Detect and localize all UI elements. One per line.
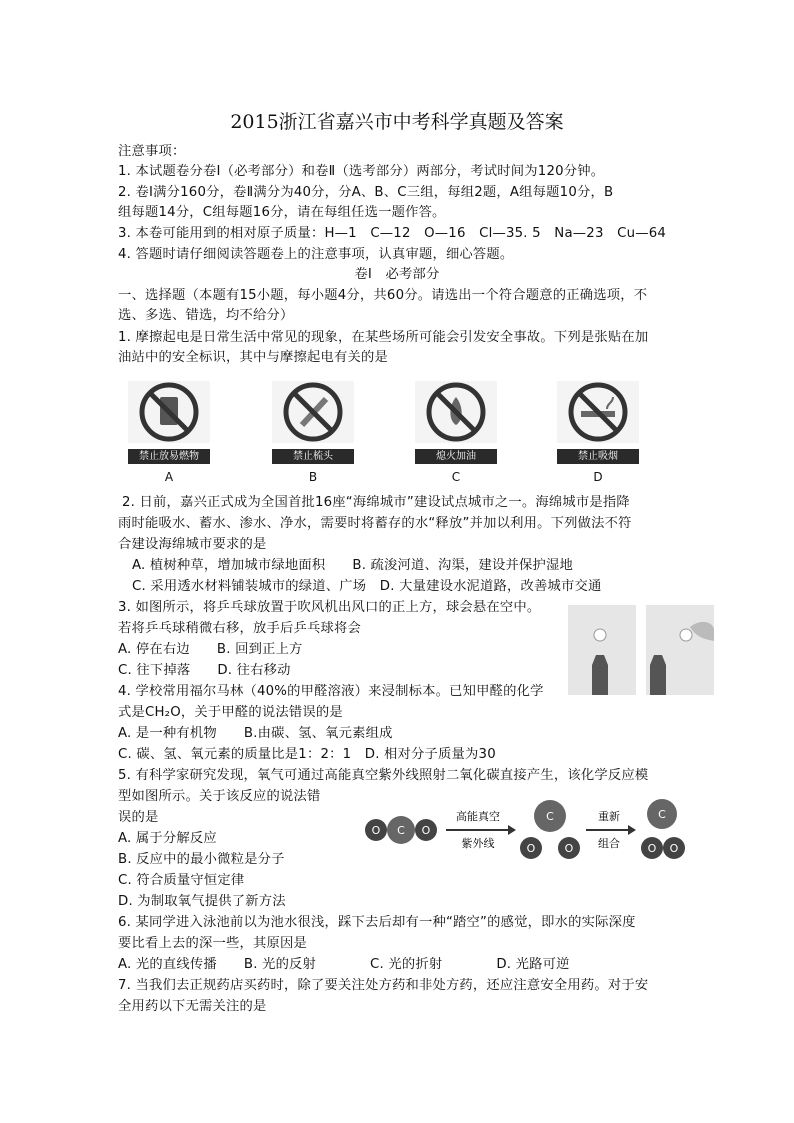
- option-letter: A: [164, 470, 174, 484]
- atom-label: O: [669, 842, 679, 855]
- question-4: 式是CH₂O，关于甲醛的说法错误的是: [118, 705, 343, 720]
- note-line: 2. 卷Ⅰ满分160分，卷Ⅱ满分为40分，分A、B、C三组，每组2题，A组每题10分，B: [118, 185, 614, 200]
- question-7: 7. 当我们去正规药店买药时，除了要关注处方药和非处方药，还应注意安全用药。对于安: [118, 978, 649, 993]
- option-line: A. 停在右边 B. 回到正上方: [118, 642, 303, 657]
- arrow-uv: [446, 809, 516, 850]
- option-letter: C: [451, 470, 461, 484]
- note-line: 组每题14分，C组每题16分，请在每组任选一题作答。: [118, 205, 446, 220]
- option-line: A. 是一种有机物 B.由碳、氢、氧元素组成: [118, 726, 393, 741]
- section-instructions: 选、多选、错选，均不给分）: [118, 308, 294, 323]
- atom-label: O: [421, 824, 431, 837]
- hairdryer-photo-right: [646, 605, 714, 695]
- question-5: 5. 有科学家研究发现，氧气可通过高能真空紫外线照射二氧化碳直接产生，该化学反应模: [118, 768, 649, 783]
- note-line: 3. 本卷可能用到的相对原子质量：H—1 C—12 O—16 Cl—35. 5 Na—23 Cu—64: [118, 226, 667, 241]
- sign-caption: 熄火加油: [415, 449, 497, 464]
- atom-label: O: [526, 842, 536, 855]
- option-line: B. 反应中的最小微粒是分子: [118, 852, 285, 867]
- question-2: 雨时能吸水、蓄水、渗水、净水，需要时将蓄存的水“释放”并加以利用。下列做法不符: [118, 516, 632, 531]
- question-3: 若将乒乓球稍微右移，放手后乒乓球将会: [118, 621, 361, 636]
- atom-label: O: [564, 842, 574, 855]
- sign-c: [415, 381, 497, 484]
- question-6: 要比看上去的深一些，其原因是: [118, 936, 307, 951]
- page-title: 2015浙江省嘉兴市中考科学真题及答案: [230, 111, 564, 133]
- co2-molecule: [365, 816, 437, 844]
- question-1: 油站中的安全标识，其中与摩擦起电有关的是: [118, 350, 388, 365]
- option-letter: B: [308, 470, 318, 484]
- no-flammables-icon: [128, 381, 210, 443]
- atom-label: C: [658, 808, 666, 821]
- question-5: 误的是: [118, 810, 159, 825]
- option-line: A. 光的直线传播 B. 光的反射 C. 光的折射 D. 光路可逆: [118, 957, 570, 972]
- arrow-label-top: 重新: [598, 810, 620, 823]
- option-line: C. 符合质量守恒定律: [118, 873, 245, 888]
- option-letter: D: [593, 470, 603, 484]
- question-6: 6. 某同学进入泳池前以为池水很浅，踩下去后却有一种“踏空”的感觉，即水的实际深度: [118, 915, 636, 930]
- arrow-label-bottom: 组合: [598, 837, 620, 850]
- no-combing-icon: [272, 381, 354, 443]
- section-title: 卷Ⅰ 必考部分: [354, 267, 440, 282]
- question-3: 3. 如图所示，将乒乓球放置于吹风机出风口的正上方，球会悬在空中。: [118, 600, 541, 615]
- sign-a: [128, 381, 210, 484]
- arrow-label-bottom: 紫外线: [461, 837, 495, 850]
- sign-caption: 禁止吸烟: [557, 449, 639, 464]
- atom-label: C: [546, 810, 554, 823]
- arrow-label-top: 高能真空: [456, 810, 500, 823]
- atom-label: C: [397, 824, 405, 837]
- question-2: 2. 日前，嘉兴正式成为全国首批16座“海绵城市”建设试点城市之一。海绵城市是指降: [122, 495, 630, 510]
- option-line: C. 往下掉落 D. 往右移动: [118, 663, 291, 678]
- option-line: C. 碳、氢、氧元素的质量比是1：2：1 D. 相对分子质量为30: [118, 747, 496, 762]
- question-7: 全用药以下无需关注的是: [118, 999, 267, 1014]
- reaction-diagram: [358, 796, 693, 866]
- hairdryer-photo-left: [568, 605, 636, 695]
- option-line: D. 为制取氧气提供了新方法: [118, 894, 286, 909]
- option-line: A. 植树种草，增加城市绿地面积 B. 疏浚河道、沟渠，建设并保护湿地: [132, 558, 573, 573]
- sign-caption: 禁止放易燃物: [128, 449, 210, 464]
- question-4: 4. 学校常用福尔马林（40%的甲醛溶液）来浸制标本。已知甲醛的化学: [118, 684, 544, 699]
- sign-b: [272, 381, 354, 484]
- note-line: 4. 答题时请仔细阅读答题卷上的注意事项，认真审题，细心答题。: [118, 247, 514, 262]
- sign-caption: 禁止梳头: [272, 449, 354, 464]
- notes-heading: 注意事项：: [118, 144, 186, 159]
- arrow-recombine: [586, 809, 636, 850]
- engine-off-icon: [415, 381, 497, 443]
- option-line: C. 采用透水材料铺装城市的绿道、广场 D. 大量建设水泥道路，改善城市交通: [132, 579, 602, 594]
- sign-d: [557, 381, 639, 484]
- question-2: 合建设海绵城市要求的是: [118, 537, 267, 552]
- products: [641, 799, 685, 859]
- atom-label: O: [371, 824, 381, 837]
- section-instructions: 一、选择题（本题有15小题，每小题4分，共60分。请选出一个符合题意的正确选项，不: [118, 288, 648, 303]
- separated-atoms: [520, 800, 580, 859]
- option-line: A. 属于分解反应: [118, 831, 217, 846]
- atom-label: O: [647, 842, 657, 855]
- no-smoking-icon: [557, 381, 639, 443]
- note-line: 1. 本试题卷分卷Ⅰ（必考部分）和卷Ⅱ（选考部分）两部分，考试时间为120分钟。: [118, 164, 605, 179]
- question-5: 型如图所示。关于该反应的说法错: [118, 789, 321, 804]
- question-1: 1. 摩擦起电是日常生活中常见的现象，在某些场所可能会引发安全事故。下列是张贴在加: [118, 330, 649, 345]
